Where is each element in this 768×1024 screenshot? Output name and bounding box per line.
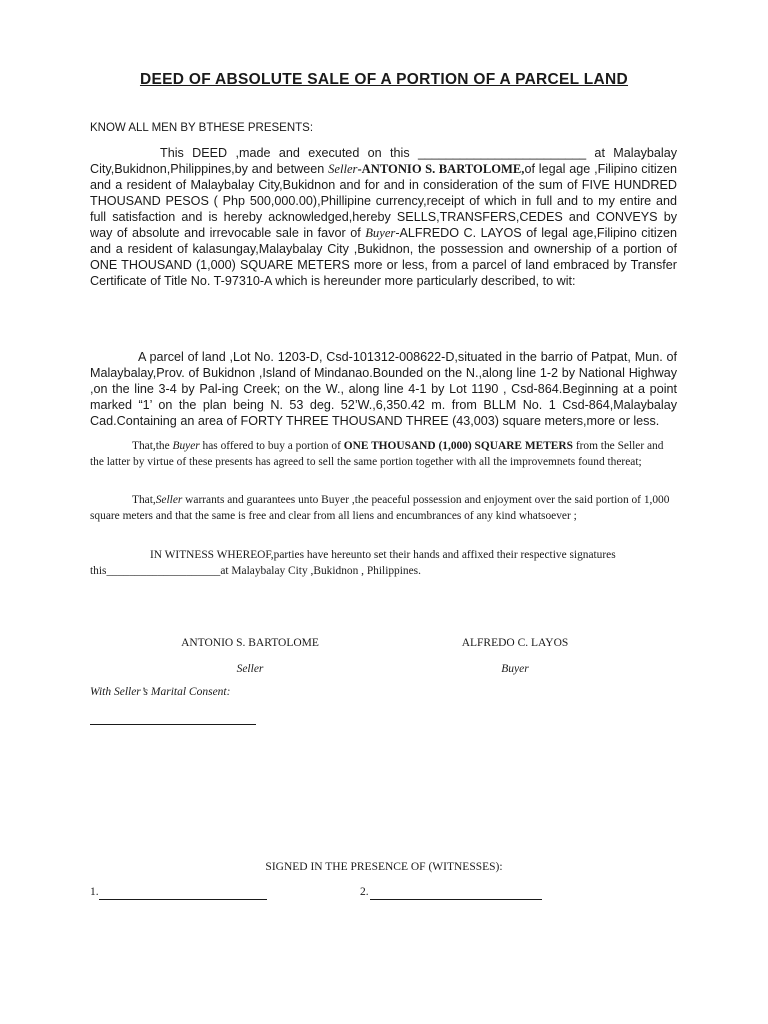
p3-text-c: from the Seller and the latter by virtue of these presents has agreed to sell the same portion together with all the improvemnets found thereat; [90, 440, 664, 468]
p3-text-b: has offered to buy a portion of [199, 440, 344, 452]
witness-2-label: 2. [360, 886, 369, 898]
seller-label-p4: Seller [155, 494, 183, 506]
p4-text-b: warrants and guarantees unto Buyer ,the peaceful possession and enjoyment over the said portion of 1,000 square meters and that the same is free and clear from all liens and encumbrances of any kind whatsoever ; [90, 494, 670, 522]
buyer-label-p3: Buyer [172, 440, 200, 452]
p1-text-c: -ALFREDO C. LAYOS of legal age,Filipino citizen and a resident of kalasungay,Malaybalay City ,Bukidnon, the possession and ownership of a portion of ONE THOUSAND (1,000) SQUARE METERS more or less, from a parcel of land embraced by Transfer Certificate of Title No. T-97310-A which is hereunder more particularly described, to wit: [90, 226, 677, 288]
document-title: DEED OF ABSOLUTE SALE OF A PORTION OF A PARCEL LAND [139, 71, 629, 88]
witness-1-signature-line [99, 899, 267, 900]
intro-line: KNOW ALL MEN BY BTHESE PRESENTS: [90, 122, 314, 134]
seller-label: Seller [328, 162, 358, 176]
paragraph-witness-whereof: IN WITNESS WHEREOF,parties have hereunto set their hands and affixed their respective signatures this____________________at Malaybalay City ,Bukidnon , Philippines. [90, 549, 616, 577]
seller-signature-name: ANTONIO S. BARTOLOME [181, 637, 319, 649]
seller-role: Seller [236, 663, 264, 675]
buyer-signature-name: ALFREDO C. LAYOS [461, 637, 569, 649]
buyer-label: Buyer [365, 226, 396, 240]
p1-text-a: This DEED ,made and executed on this ________________________ at Malaybalay City,Bukidnon,Philippines,by and between [90, 146, 677, 176]
marital-consent-label: With Seller’s Marital Consent: [90, 686, 231, 698]
p3-text-a: That,the [132, 440, 173, 452]
p4-text-a: That, [132, 494, 156, 506]
marital-consent-signature-line [90, 724, 256, 725]
witness-2-signature-line [370, 899, 542, 900]
paragraph-buyer-offer [90, 438, 677, 470]
witness-1-label: 1. [90, 886, 99, 898]
buyer-role: Buyer [501, 663, 529, 675]
p3-area-bold: ONE THOUSAND (1,000) SQUARE METERS [343, 440, 573, 452]
p1-text-b: of legal age ,Filipino citizen and a resident of Malaybalay City,Bukidnon and for and in consideration of the sum of FIVE HUNDRED THOUSAND PESOS ( Php 500,000.00),Phillipine currency,receipt of which in full and to my entire and full satisfaction and is hereby acknowledged,hereby SELLS,TRANSFERS,CEDES and CONVEYS by way of absolute and irrevocable sale in favor of [90, 162, 677, 240]
paragraph-land-description: A parcel of land ,Lot No. 1203-D, Csd-101312-008622-D,situated in the barrio of Patpat, Mun. of Malaybalay,Prov. of Bukidnon ,Island of Mindanao.Bounded on the N.,along line 1-2 by National Highway ,on the line 3-4 by Pal-ing Creek; on the W., along line 4-1 by Lot 1190 , Csd-864.Beginning at a point marked “1’ on the plan being N. 53 deg. 52’W.,6,350.42 m. from BLLM No. 1 Csd-864,Malaybalay Cad.Containing an area of FORTY THREE THOUSAND THREE (43,003) square meters,more or less. [90, 350, 677, 428]
paragraph-warranty [90, 492, 677, 524]
paragraph-deed-terms [90, 145, 677, 289]
seller-name-inline: -ANTONIO S. BARTOLOME, [357, 162, 525, 176]
witnesses-heading: SIGNED IN THE PRESENCE OF (WITNESSES): [265, 861, 503, 873]
